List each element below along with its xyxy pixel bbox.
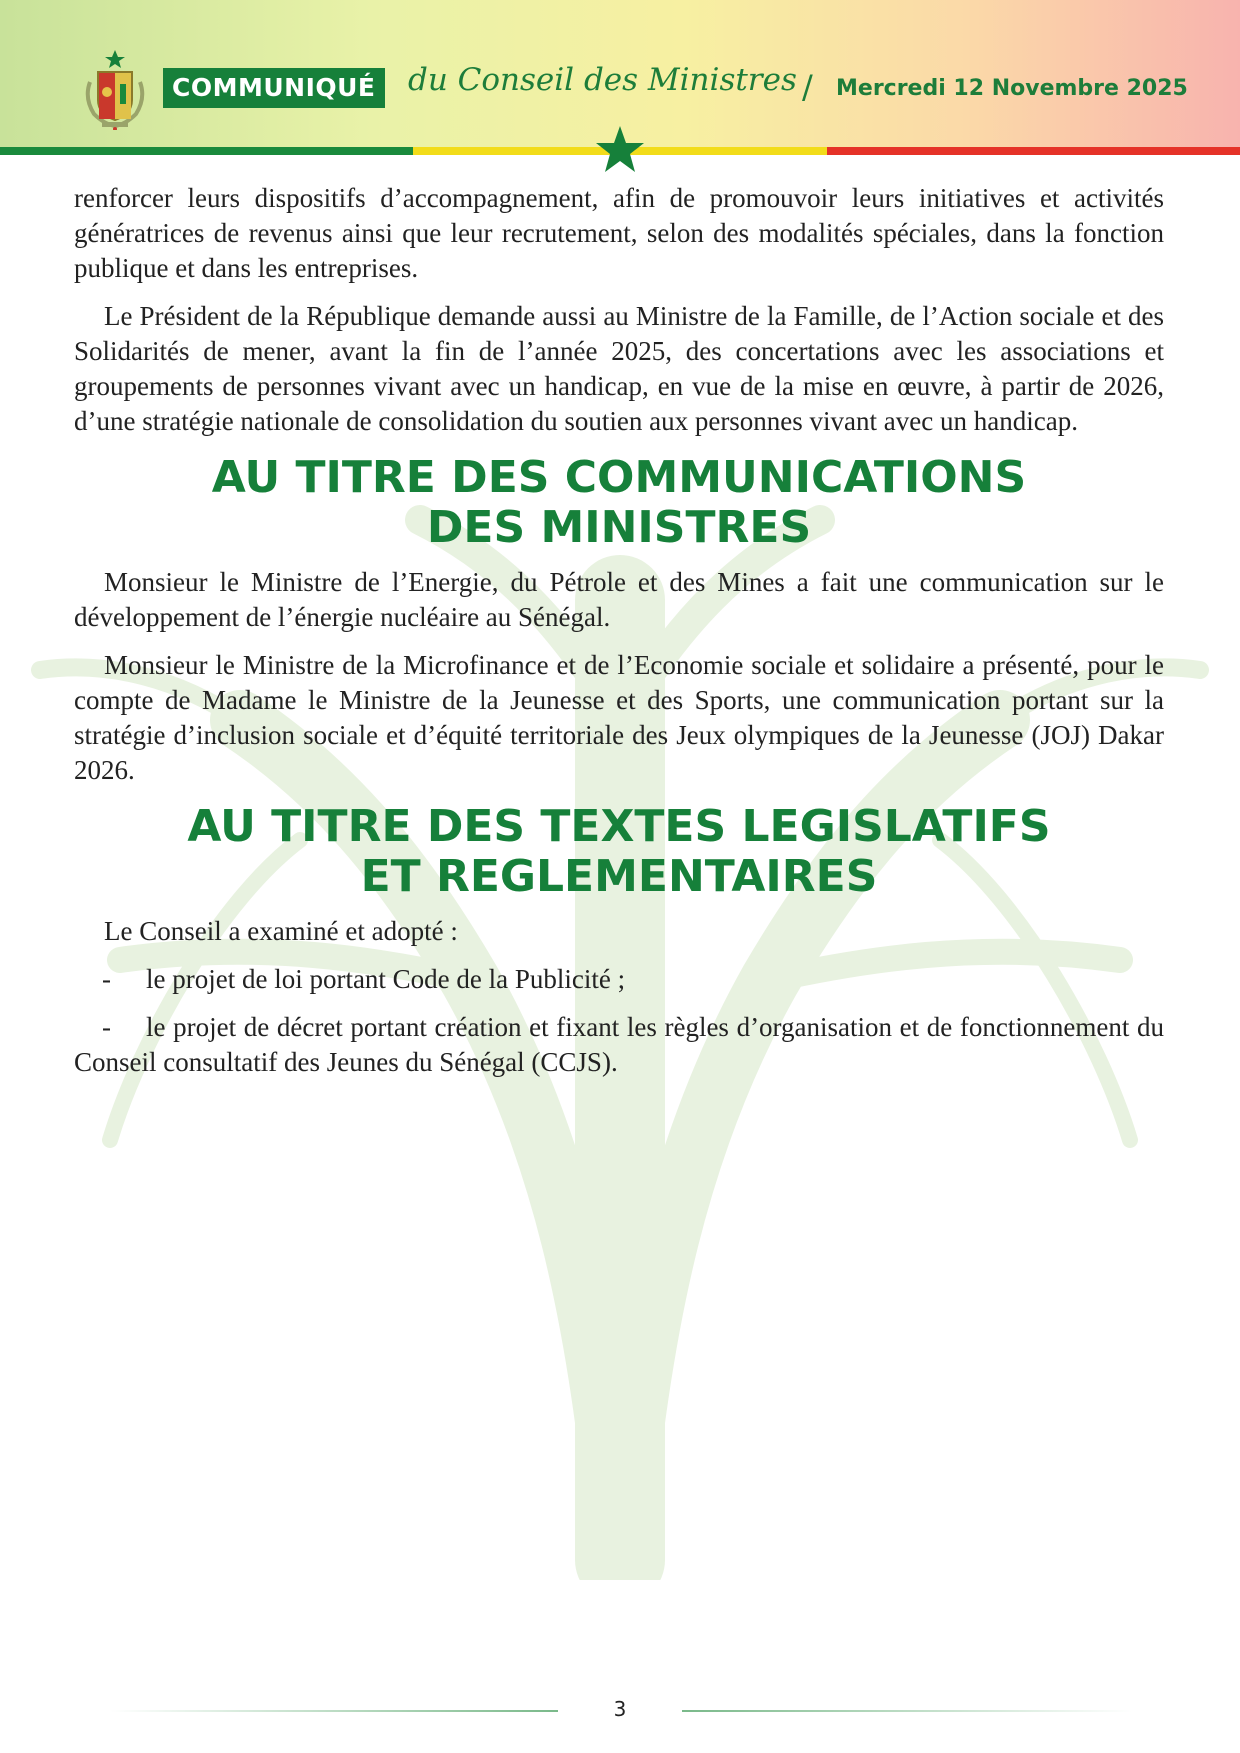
- header-script-title: du Conseil des Ministres: [408, 62, 797, 98]
- page-number: 3: [613, 1697, 627, 1721]
- header-separator: /: [802, 68, 813, 106]
- paragraph-energie: Monsieur le Ministre de l’Energie, du Pétrole et des Mines a fait une communication sur le développement de l’énergie nucléaire au Sénégal.: [74, 567, 1164, 632]
- document-body: [74, 181, 1164, 1093]
- header-date: Mercredi 12 Novembre 2025: [836, 76, 1188, 101]
- list-item: [74, 1010, 1164, 1080]
- flag-stripe-red: [827, 147, 1240, 155]
- list-dash: -: [102, 964, 111, 994]
- footer-rule-right: [682, 1710, 1132, 1712]
- intro-paragraph: renforcer leurs dispositifs d’accompagnement, afin de promouvoir leurs initiatives et activités génératrices de revenus ainsi que leur recrutement, selon des modalités spéciales, dans la fonction publique et dans les entreprises.: [74, 183, 1164, 283]
- section-title-textes: [74, 802, 1164, 902]
- star-icon: [594, 124, 646, 176]
- section-title-line: AU TITRE DES TEXTES LEGISLATIFS: [187, 801, 1051, 852]
- section-title-line: AU TITRE DES COMMUNICATIONS: [211, 452, 1027, 503]
- footer-rule-left: [110, 1710, 558, 1712]
- list-item-text: le projet de décret portant création et fixant les règles d’organisation et de fonctionnement du Conseil consultatif des Jeunes du Sénégal (CCJS).: [74, 1012, 1164, 1077]
- section-title-communications: [74, 453, 1164, 553]
- communique-badge: COMMUNIQUÉ: [163, 68, 385, 108]
- paragraph-conseil-adopte: Le Conseil a examiné et adopté :: [104, 916, 458, 946]
- section-title-line: DES MINISTRES: [426, 502, 812, 553]
- coat-of-arms-icon: [80, 48, 150, 130]
- paragraph-microfinance: Monsieur le Ministre de la Microfinance et de l’Economie sociale et solidaire a présenté, pour le compte de Madame le Ministre de la Jeunesse et des Sports, une communication portant sur la stratégie d’inclusion sociale et d’équité territoriale des Jeux olympiques de la Jeunesse (JOJ) Dakar 2026.: [74, 650, 1164, 785]
- section-title-line: ET REGLEMENTAIRES: [360, 851, 878, 902]
- list-item-text: le projet de loi portant Code de la Publicité ;: [146, 964, 626, 994]
- list-dash: -: [102, 1012, 111, 1042]
- paragraph-handicap: Le Président de la République demande aussi au Ministre de la Famille, de l’Action sociale et des Solidarités de mener, avant la fin de l’année 2025, des concertations avec les associations et groupements de personnes vivant avec un handicap, en vue de la mise en œuvre, à partir de 2026, d’une stratégie nationale de consolidation du soutien aux personnes vivant avec un handicap.: [74, 301, 1164, 436]
- flag-stripe-green: [0, 147, 413, 155]
- list-item: [74, 962, 1164, 997]
